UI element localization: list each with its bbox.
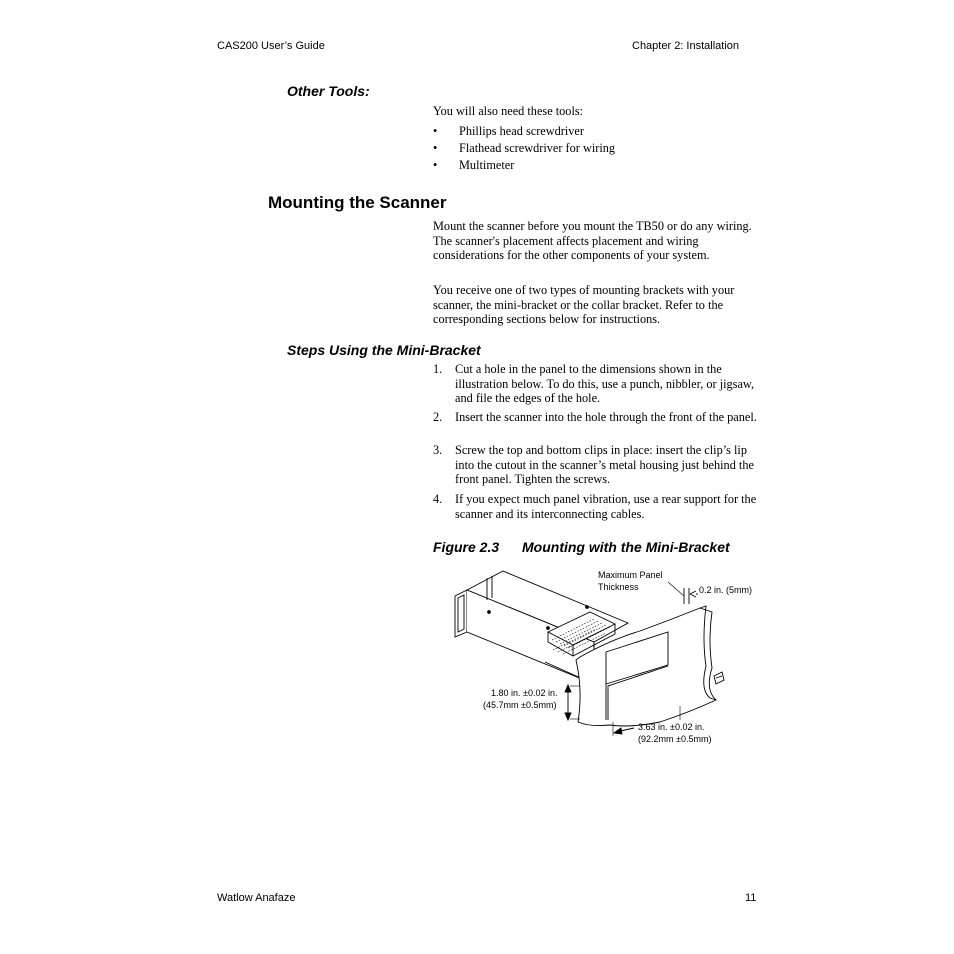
page-number: 11 (745, 892, 757, 904)
mounting-paragraph-2: You receive one of two types of mounting brackets with your scanner, the mini-bracket or the collar bracket. Refer to the corresponding sections below for instructions. (433, 283, 735, 327)
label-height-2: (45.7mm ±0.5mm) (483, 700, 557, 710)
bullet-icon: • (433, 158, 438, 172)
running-header-title: CAS200 User’s Guide (217, 40, 325, 52)
bullet-icon: • (433, 141, 438, 155)
label-width-2: (92.2mm ±0.5mm) (638, 734, 712, 744)
section-heading-mounting: Mounting the Scanner (268, 193, 447, 212)
other-tools-heading: Other Tools: (287, 83, 370, 99)
label-width-1: 3.63 in. ±0.02 in. (638, 722, 705, 732)
label-height-1: 1.80 in. ±0.02 in. (491, 688, 558, 698)
label-panel-thickness-1: Maximum Panel (598, 570, 663, 580)
running-header-chapter: Chapter 2: Installation (632, 40, 740, 52)
other-tools-intro: You will also need these tools: (433, 104, 584, 118)
label-panel-thickness-2: Thickness (598, 582, 639, 592)
footer-publisher: Watlow Anafaze (217, 892, 296, 904)
figure-number: Figure 2.3 (433, 539, 500, 555)
steps-heading: Steps Using the Mini-Bracket (287, 342, 481, 358)
figure-title: Mounting with the Mini-Bracket (522, 539, 730, 555)
bullet-icon: • (433, 124, 438, 138)
label-thickness-value: 0.2 in. (5mm) (699, 585, 753, 595)
mounting-paragraph-1: Mount the scanner before you mount the TB50 or do any wiring. The scanner's placement affects placement and wiring considerations for the other components of your system. (433, 219, 752, 263)
